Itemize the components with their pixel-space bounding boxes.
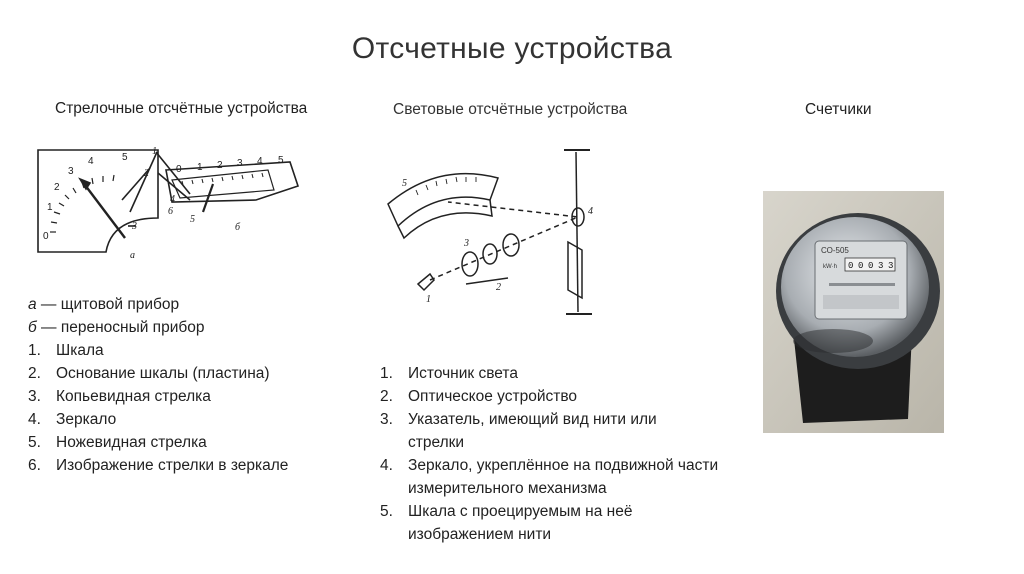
pointer-parts-list (28, 339, 288, 477)
portable-instrument-drawing (156, 152, 298, 212)
svg-text:1: 1 (152, 146, 157, 157)
meter-register-digits (845, 258, 895, 271)
svg-text:5: 5 (122, 152, 128, 163)
svg-text:2: 2 (144, 168, 149, 179)
pointer-legend (28, 293, 204, 339)
svg-text:3: 3 (68, 166, 74, 177)
legend-row-a (28, 293, 204, 316)
svg-text:3: 3 (132, 221, 137, 232)
list-item: 2. Оптическое устройство (380, 388, 578, 405)
svg-text:3: 3 (878, 261, 884, 271)
svg-text:0: 0 (848, 261, 854, 271)
svg-text:2: 2 (217, 160, 223, 171)
legend-letter: б (28, 319, 37, 336)
svg-text:2: 2 (54, 182, 60, 193)
electricity-meter-photo (763, 191, 944, 433)
list-item: 6. Изображение стрелки в зеркале (28, 457, 289, 474)
meter-model-label: СО-505 (821, 246, 849, 255)
svg-text:5: 5 (190, 214, 195, 225)
svg-text:3: 3 (237, 158, 243, 169)
svg-text:4: 4 (170, 194, 175, 205)
list-item: 3. Копьевидная стрелка (28, 388, 211, 405)
list-item: 4. Зеркало, укреплённое на подвижной части измерительного механизма (380, 457, 719, 497)
light-device-diagram (368, 142, 608, 327)
light-device-drawing (388, 150, 592, 314)
page-title: Отсчетные устройства (351, 32, 673, 65)
meter-unit-label: kW·h (823, 264, 837, 270)
svg-text:4: 4 (588, 206, 593, 217)
legend-text: — щитовой прибор (36, 296, 180, 313)
panel-instrument-drawing (38, 150, 158, 252)
svg-text:3: 3 (464, 238, 469, 249)
svg-text:3: 3 (888, 261, 894, 271)
list-item: 5. Шкала с проецируемым на неё изображением нити (380, 503, 633, 543)
svg-text:0: 0 (43, 231, 49, 242)
svg-text:1: 1 (426, 294, 431, 305)
svg-text:0: 0 (176, 164, 182, 175)
svg-text:2: 2 (496, 282, 501, 293)
pointer-device-diagram (30, 140, 340, 260)
heading-light: Световые отсчётные устройства (393, 101, 628, 118)
svg-text:0: 0 (858, 261, 864, 271)
svg-text:5: 5 (278, 155, 284, 166)
svg-text:0: 0 (868, 261, 874, 271)
svg-text:5: 5 (402, 178, 407, 189)
legend-letter: а (28, 296, 37, 313)
list-item: 4. Зеркало (28, 411, 117, 428)
panel-scale-labels (43, 152, 128, 242)
svg-text:1: 1 (47, 202, 53, 213)
legend-row-b (28, 316, 204, 339)
heading-pointer: Стрелочные отсчётные устройства (55, 100, 308, 117)
svg-text:4: 4 (88, 156, 94, 167)
list-item: 1. Шкала (28, 342, 104, 359)
svg-text:а: а (130, 250, 135, 260)
light-parts-list (380, 362, 740, 546)
portable-scale-labels (176, 155, 284, 175)
list-item: 2. Основание шкалы (пластина) (28, 365, 270, 382)
heading-counter: Счетчики (805, 101, 872, 118)
list-item: 5. Ножевидная стрелка (28, 434, 207, 451)
list-item: 3. Указатель, имеющий вид нити или стрелки (380, 411, 657, 451)
svg-text:1: 1 (197, 162, 203, 173)
svg-text:б: б (235, 222, 241, 233)
svg-text:4: 4 (257, 156, 263, 167)
list-item: 1. Источник света (380, 365, 518, 382)
svg-text:6: 6 (168, 206, 173, 217)
legend-text: — переносный прибор (36, 319, 205, 336)
light-callouts (402, 178, 593, 305)
